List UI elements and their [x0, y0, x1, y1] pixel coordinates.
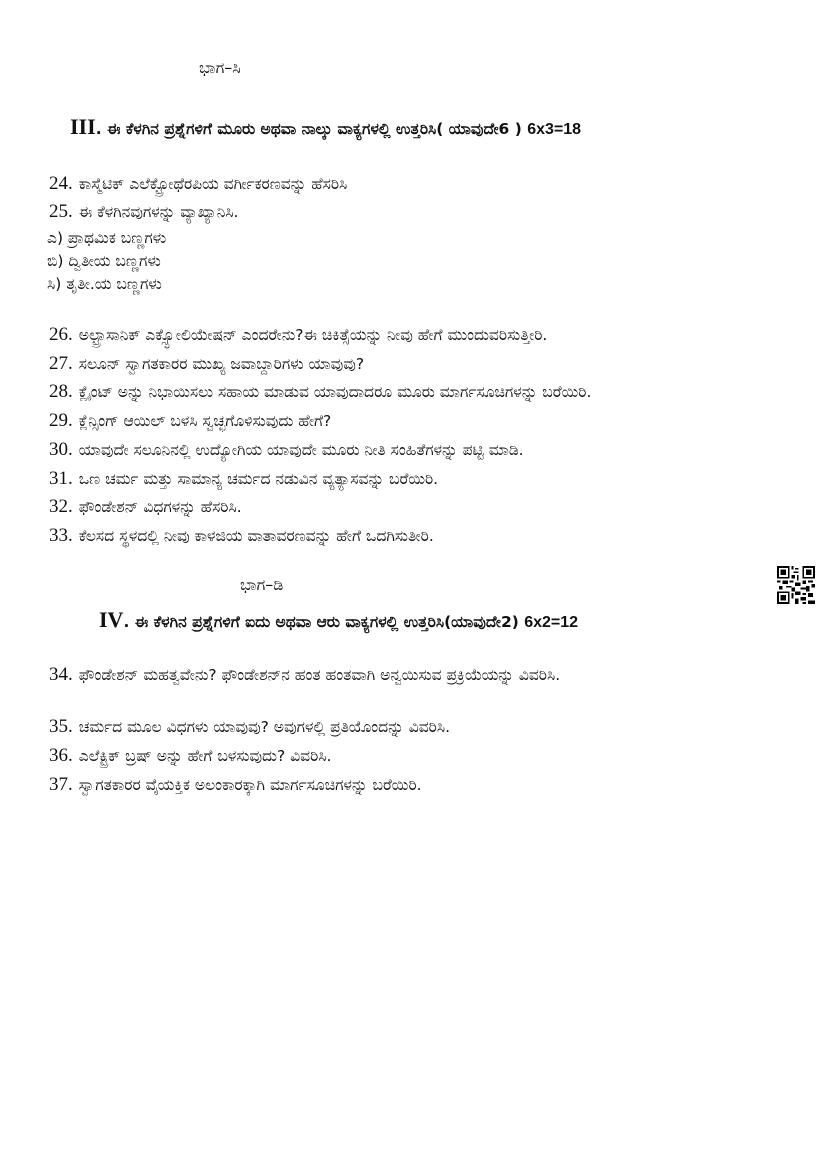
- question-27: [49, 353, 364, 375]
- sub-item-a: ಎ) ಪ್ರಾಥಮಿಕ ಬಣ್ಣಗಳು: [47, 229, 167, 247]
- question-36: [49, 745, 331, 767]
- sub-item-c: ಸಿ) ತೃತೀ.ಯ ಬಣ್ಣಗಳು: [47, 275, 162, 293]
- question-number: 27.: [49, 353, 73, 374]
- part-d-section-heading: [99, 607, 578, 633]
- question-37: [49, 774, 422, 796]
- question-text: ಒಣ ಚರ್ಮ ಮತ್ತು ಸಾಮಾನ್ಯ ಚರ್ಮದ ನಡುವಿನ ವ್ಯತ್ಯಾಸವನ್ನು ಬರೆಯಿರಿ.: [78, 470, 439, 488]
- part-d-title: ಭಾಗ–ಡಿ: [240, 575, 284, 594]
- question-26: [49, 324, 547, 346]
- question-text: ಕೆಲಸದ ಸ್ಥಳದಲ್ಲಿ ನೀವು ಕಾಳಜಿಯ ವಾತಾವರಣವನ್ನು ಹೇಗೆ ಒದಗಿಸುತೀರಿ.: [78, 527, 434, 545]
- question-number: 37.: [49, 774, 73, 795]
- question-text: ಈ ಕೆಳಗಿನವುಗಳನ್ನು ವ್ಯಾಖ್ಯಾನಿಸಿ.: [78, 203, 239, 221]
- question-number: 28.: [49, 381, 73, 402]
- question-number: 35.: [49, 716, 73, 737]
- question-text: ಕ್ಲೈಂಟ್ ಅನ್ನು ನಿಭಾಯಿಸಲು ಸಹಾಯ ಮಾಡುವ ಯಾವುದಾದರೂ ಮೂರು ಮಾರ್ಗಸೂಚಿಗಳನ್ನು ಬರೆಯಿರಿ.: [78, 383, 592, 401]
- question-number: 33.: [49, 525, 73, 546]
- part-c-instruction: . ಈ ಕೆಳಗಿನ ಪ್ರಶ್ನೆಗಳಿಗೆ ಮೂರು ಅಥವಾ ನಾಲ್ಕು ವಾಕ್ಯಗಳಲ್ಲಿ ಉತ್ತರಿಸಿ( ಯಾವುದೇ6 ): [95, 120, 522, 138]
- qr-code-icon: [776, 566, 816, 604]
- question-text: ಕಾಸ್ಮೆಟಿಕ್ ಎಲೆಕ್ಟ್ರೋಥೆರಪಿಯ ವರ್ಗೀಕರಣವನ್ನು ಹೆಸರಿಸಿ: [78, 175, 348, 193]
- part-c-section-heading: [70, 114, 581, 140]
- question-24: [49, 173, 347, 195]
- question-number: 30.: [49, 439, 73, 460]
- question-number: 32.: [49, 496, 73, 517]
- question-31: [49, 468, 438, 490]
- question-text: ಫೌಂಡೇಶನ್ ವಿಧಗಳನ್ನು ಹೆಸರಿಸಿ.: [78, 498, 242, 516]
- question-text: ಫೌಂಡೇಶನ್ ಮಹತ್ವವೇನು? ಫೌಂಡೇಶನ್‌ನ ಹಂತ ಹಂತವಾಗಿ ಅನ್ವಯಿಸುವ ಪ್ರಕ್ರಿಯೆಯನ್ನು ವಿವರಿಸಿ.: [78, 666, 561, 684]
- question-35: [49, 716, 450, 738]
- part-c-roman-numeral: III: [70, 114, 96, 139]
- question-32: [49, 496, 242, 518]
- part-c-title: ಭಾಗ–ಸಿ: [199, 58, 241, 77]
- question-text: ಎಲೆಕ್ಟ್ರಿಕ್ ಬ್ರಷ್ ಅನ್ನು ಹೇಗೆ ಬಳಸುವುದು? ವಿವರಿಸಿ.: [78, 747, 332, 765]
- question-number: 26.: [49, 324, 73, 345]
- question-number: 34.: [49, 664, 73, 685]
- sub-item-b: ಬಿ) ದ್ವಿತೀಯ ಬಣ್ಣಗಳು: [47, 252, 161, 270]
- question-number: 36.: [49, 745, 73, 766]
- part-d-instruction: . ಈ ಕೆಳಗಿನ ಪ್ರಶ್ನೆಗಳಿಗೆ ಐದು ಅಥವಾ ಆರು ವಾಕ್ಯಗಳಲ್ಲಿ ಉತ್ತರಿಸಿ(ಯಾವುದೇ2): [123, 613, 519, 631]
- question-text: ಚರ್ಮದ ಮೂಲ ವಿಧಗಳು ಯಾವುವು? ಅವುಗಳಲ್ಲಿ ಪ್ರತಿಯೊಂದನ್ನು ವಿವರಿಸಿ.: [78, 718, 451, 736]
- question-30: [49, 439, 524, 461]
- question-number: 25.: [49, 201, 73, 222]
- question-34: [49, 664, 560, 686]
- question-29: [49, 410, 331, 432]
- question-text: ಯಾವುದೇ ಸಲೂನಿನಲ್ಲಿ ಉದ್ಯೋಗಿಯ ಯಾವುದೇ ಮೂರು ನೀತಿ ಸಂಹಿತೆಗಳನ್ನು ಪಟ್ಟಿ ಮಾಡಿ.: [78, 441, 524, 459]
- question-number: 31.: [49, 468, 73, 489]
- part-c-marks: 6x3=18: [527, 121, 582, 138]
- question-text: ಕ್ಲೆನ್ಸಿಂಗ್ ಆಯಿಲ್ ಬಳಸಿ ಸ್ವಚ್ಛಗೊಳಿಸುವುದು ಹೇಗೆ?: [78, 412, 332, 430]
- question-number: 29.: [49, 410, 73, 431]
- question-text: ಸಲೂನ್ ಸ್ವಾಗತಕಾರರ ಮುಖ್ಯ ಜವಾಬ್ದಾರಿಗಳು ಯಾವುವು?: [78, 355, 365, 373]
- part-d-roman-numeral: IV: [99, 607, 124, 632]
- question-text: ಸ್ವಾಗತಕಾರರ ವೈಯಕ್ತಿಕ ಅಲಂಕಾರಕ್ಕಾಗಿ ಮಾರ್ಗಸೂಚಿಗಳನ್ನು ಬರೆಯಿರಿ.: [78, 776, 422, 794]
- question-text: ಅಲ್ಟ್ರಾಸಾನಿಕ್ ಎಕ್ಸ್ಫೋಲಿಯೇಷನ್ ಎಂದರೇನು?ಈ ಚಿಕಿತ್ಸೆಯನ್ನು ನೀವು ಹೇಗೆ ಮುಂದುವರಿಸುತ್ತೀರಿ.: [78, 326, 548, 344]
- question-number: 24.: [49, 173, 73, 194]
- question-25: [49, 201, 238, 223]
- part-d-marks: 6x2=12: [524, 614, 579, 631]
- question-28: [49, 381, 591, 403]
- question-33: [49, 525, 434, 547]
